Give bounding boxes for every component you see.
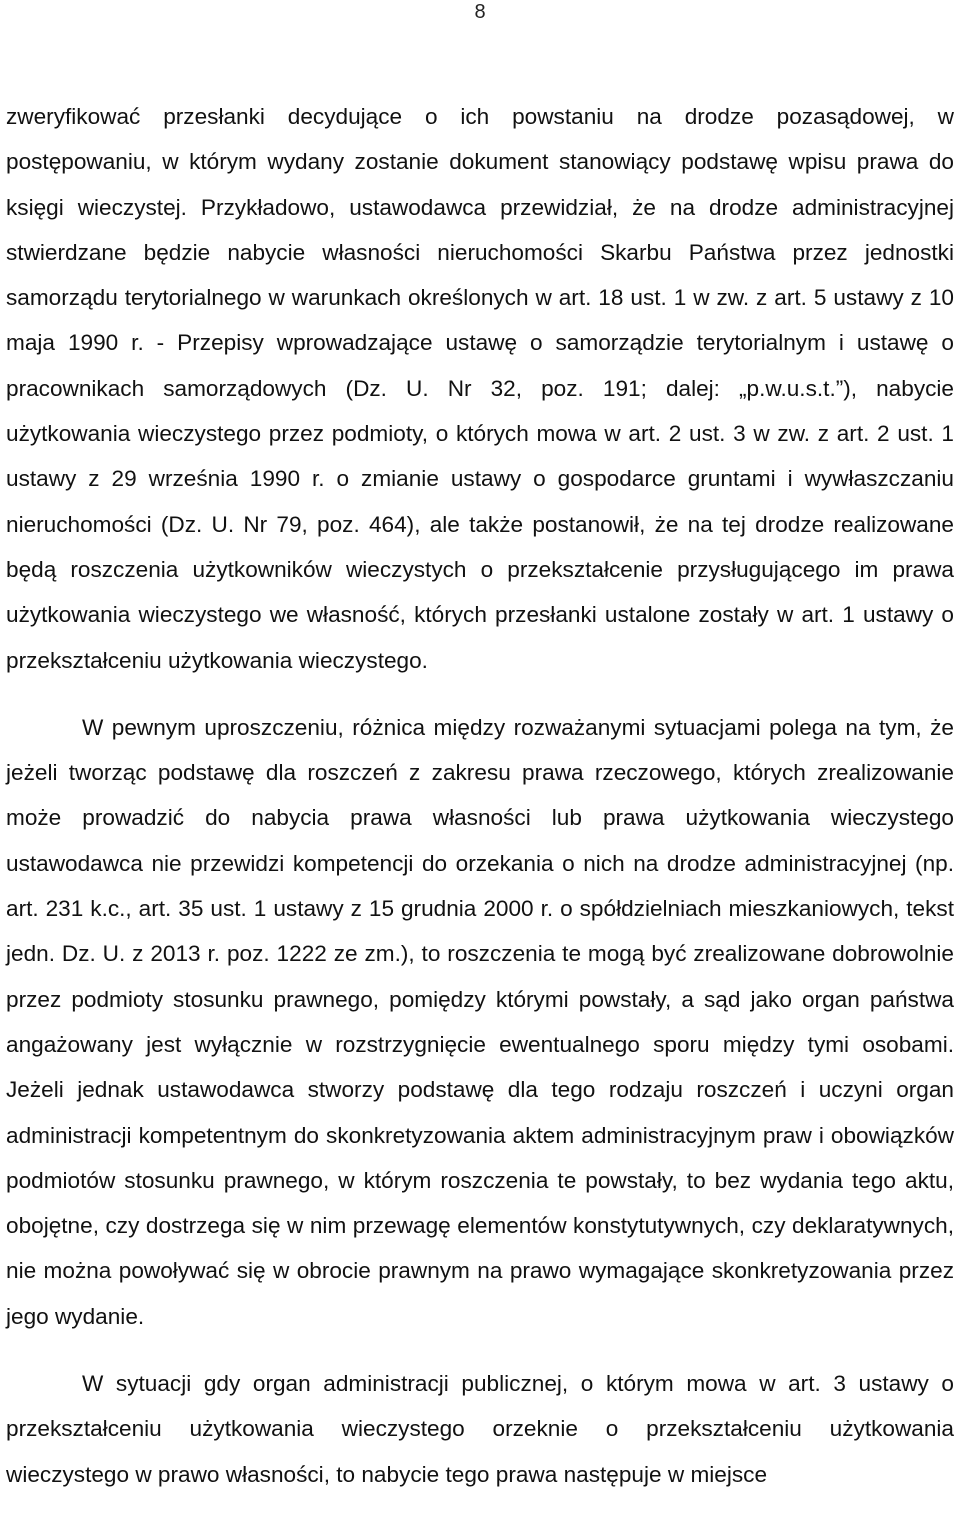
- document-body: [6, 94, 954, 1497]
- paragraph-2: W pewnym uproszczeniu, różnica między rozważanymi sytuacjami polega na tym, że jeżeli tworząc podstawę dla roszczeń z zakresu prawa rzeczowego, których zrealizowanie może prowadzić do nabycia prawa własności lub prawa użytkowania wieczystego ustawodawca nie przewidzi kompetencji do orzekania o nich na drodze administracyjnej (np. art. 231 k.c., art. 35 ust. 1 ustawy z 15 grudnia 2000 r. o spółdzielniach mieszkaniowych, tekst jedn. Dz. U. z 2013 r. poz. 1222 ze zm.), to roszczenia te mogą być zrealizowane dobrowolnie przez podmioty stosunku prawnego, pomiędzy którymi powstały, a sąd jako organ państwa angażowany jest wyłącznie w rozstrzygnięcie ewentualnego sporu między tymi osobami. Jeżeli jednak ustawodawca stworzy podstawę dla tego rodzaju roszczeń i uczyni organ administracji kompetentnym do skonkretyzowania aktem administracyjnym praw i obowiązków podmiotów stosunku prawnego, w którym roszczenia te powstały, to bez wydania tego aktu, obojętne, czy dostrzega się w nim przewagę elementów konstytutywnych, czy deklaratywnych, nie można powoływać się w obrocie prawnym na prawo wymagające skonkretyzowania przez jego wydanie.: [6, 714, 954, 1329]
- paragraph-1: zweryfikować przesłanki decydujące o ich powstaniu na drodze pozasądowej, w postępowaniu, w którym wydany zostanie dokument stanowiący podstawę wpisu prawa do księgi wieczystej. Przykładowo, ustawodawca przewidział, że na drodze administracyjnej stwierdzane będzie nabycie własności nieruchomości Skarbu Państwa przez jednostki samorządu terytorialnego w warunkach określonych w art. 18 ust. 1 w zw. z art. 5 ustawy z 10 maja 1990 r. - Przepisy wprowadzające ustawę o samorządzie terytorialnym i ustawę o pracownikach samorządowych (Dz. U. Nr 32, poz. 191; dalej: „p.w.u.s.t.”), nabycie użytkowania wieczystego przez podmioty, o których mowa w art. 2 ust. 3 w zw. z art. 2 ust. 1 ustawy z 29 września 1990 r. o zmianie ustawy o gospodarce gruntami i wywłaszczaniu nieruchomości (Dz. U. Nr 79, poz. 464), ale także postanowił, że na tej drodze realizowane będą roszczenia użytkowników wieczystych o przekształcenie przysługującego im prawa użytkowania wieczystego we własność, których przesłanki ustalone zostały w art. 1 ustawy o przekształceniu użytkowania wieczystego.: [6, 104, 954, 673]
- paragraph-3: W sytuacji gdy organ administracji publicznej, o którym mowa w art. 3 ustawy o przekształceniu użytkowania wieczystego orzeknie o przekształceniu użytkowania wieczystego w prawo własności, to nabycie tego prawa następuje w miejsce: [6, 1371, 954, 1487]
- page-number: 8: [474, 1, 486, 23]
